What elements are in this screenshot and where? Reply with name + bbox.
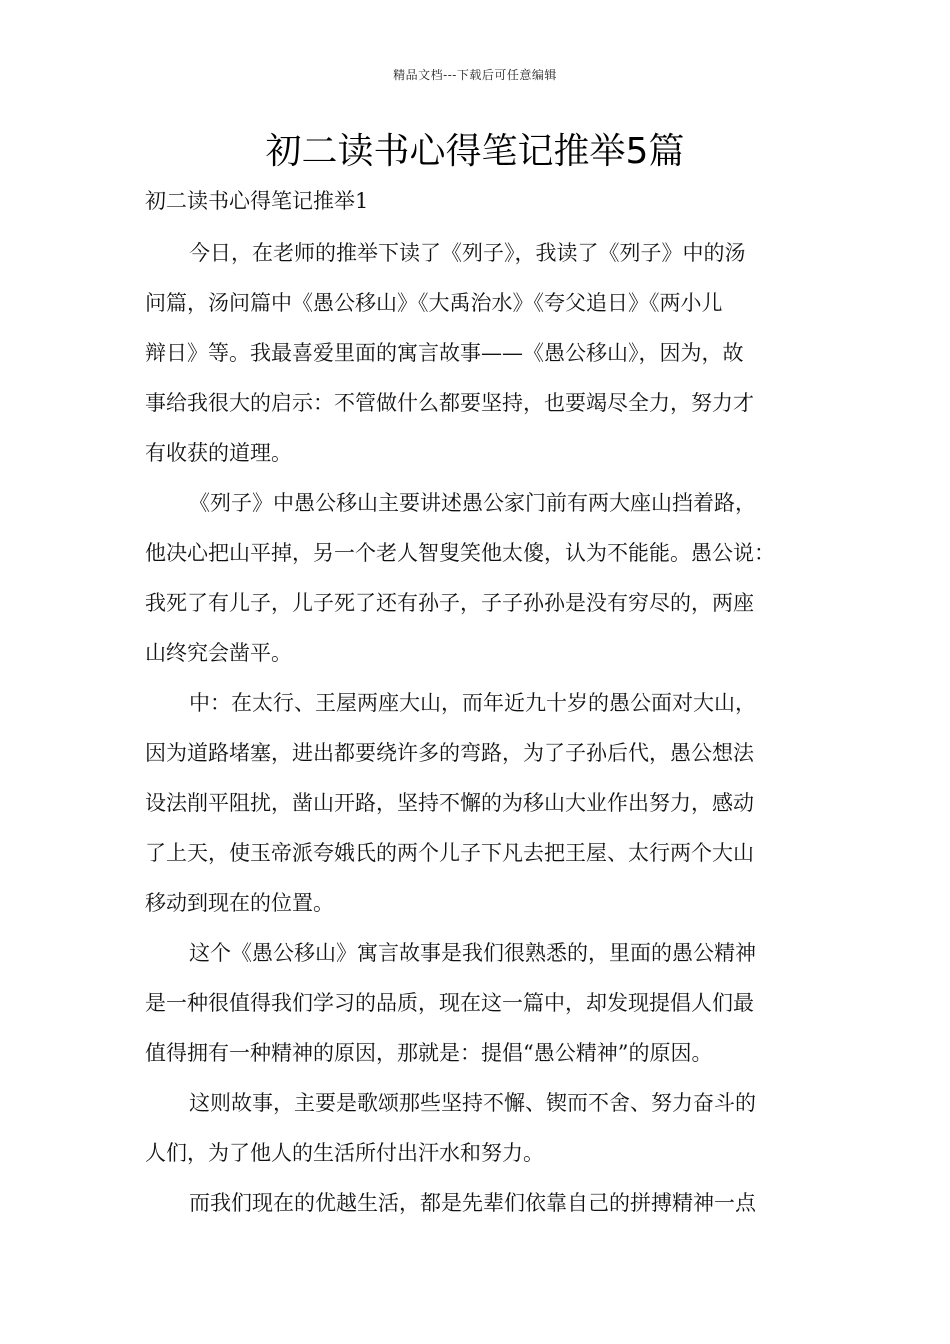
paragraph-line: 是一种很值得我们学习的品质，现在这一篇中，却发现提倡人们最 <box>145 991 754 1015</box>
paragraph-line: 我死了有儿子，儿子死了还有孙子，子子孙孙是没有穷尽的，两座 <box>145 591 754 615</box>
section-heading: 初二读书心得笔记推举1 <box>145 189 369 213</box>
paragraph-line: 《列子》中愚公移山主要讲述愚公家门前有两大座山挡着路， <box>189 491 756 515</box>
paragraph-line: 这则故事，主要是歌颂那些坚持不懈、锲而不舍、努力奋斗的 <box>189 1091 756 1115</box>
paragraph-line: 中：在太行、王屋两座大山，而年近九十岁的愚公面对大山， <box>189 691 756 715</box>
paragraph <box>145 928 809 1078</box>
paragraph-line: 有收获的道理。 <box>145 441 292 465</box>
paragraph-line: 因为道路堵塞，进出都要绕许多的弯路，为了子孙后代，愚公想法 <box>145 741 754 765</box>
paragraph <box>145 1078 809 1178</box>
body-text <box>145 228 809 1228</box>
paragraph-line: 人们，为了他人的生活所付出汗水和努力。 <box>145 1141 544 1165</box>
paragraph <box>145 478 809 678</box>
paragraph-line: 问篇，汤问篇中《愚公移山》《大禹治水》《夸父追日》《两小儿 <box>145 291 723 315</box>
header-note: 精品文档---下载后可任意编辑 <box>393 68 557 82</box>
paragraph <box>145 228 809 478</box>
paragraph-line: 值得拥有一种精神的原因，那就是：提倡“愚公精神”的原因。 <box>145 1041 713 1065</box>
paragraph-line: 而我们现在的优越生活，都是先辈们依靠自己的拼搏精神一点 <box>189 1191 756 1215</box>
paragraph-line: 设法削平阻扰，凿山开路，坚持不懈的为移山大业作出努力，感动 <box>145 791 754 815</box>
paragraph-line: 今日，在老师的推举下读了《列子》，我读了《列子》中的汤 <box>189 241 746 265</box>
paragraph-line: 辩日》等。我最喜爱里面的寓言故事——《愚公移山》，因为，故 <box>145 341 744 365</box>
document-title: 初二读书心得笔记推举5篇 <box>265 131 685 172</box>
paragraph-line: 这个《愚公移山》寓言故事是我们很熟悉的，里面的愚公精神 <box>189 941 756 965</box>
paragraph-line: 山终究会凿平。 <box>145 641 292 665</box>
paragraph-line: 他决心把山平掉，另一个老人智叟笑他太傻，认为不能能。愚公说： <box>145 541 775 565</box>
paragraph-line: 了上天，使玉帝派夸娥氏的两个儿子下凡去把王屋、太行两个大山 <box>145 841 754 865</box>
paragraph <box>145 1178 809 1228</box>
paragraph <box>145 678 809 928</box>
paragraph-line: 移动到现在的位置。 <box>145 891 334 915</box>
paragraph-line: 事给我很大的启示：不管做什么都要坚持，也要竭尽全力，努力才 <box>145 391 754 415</box>
